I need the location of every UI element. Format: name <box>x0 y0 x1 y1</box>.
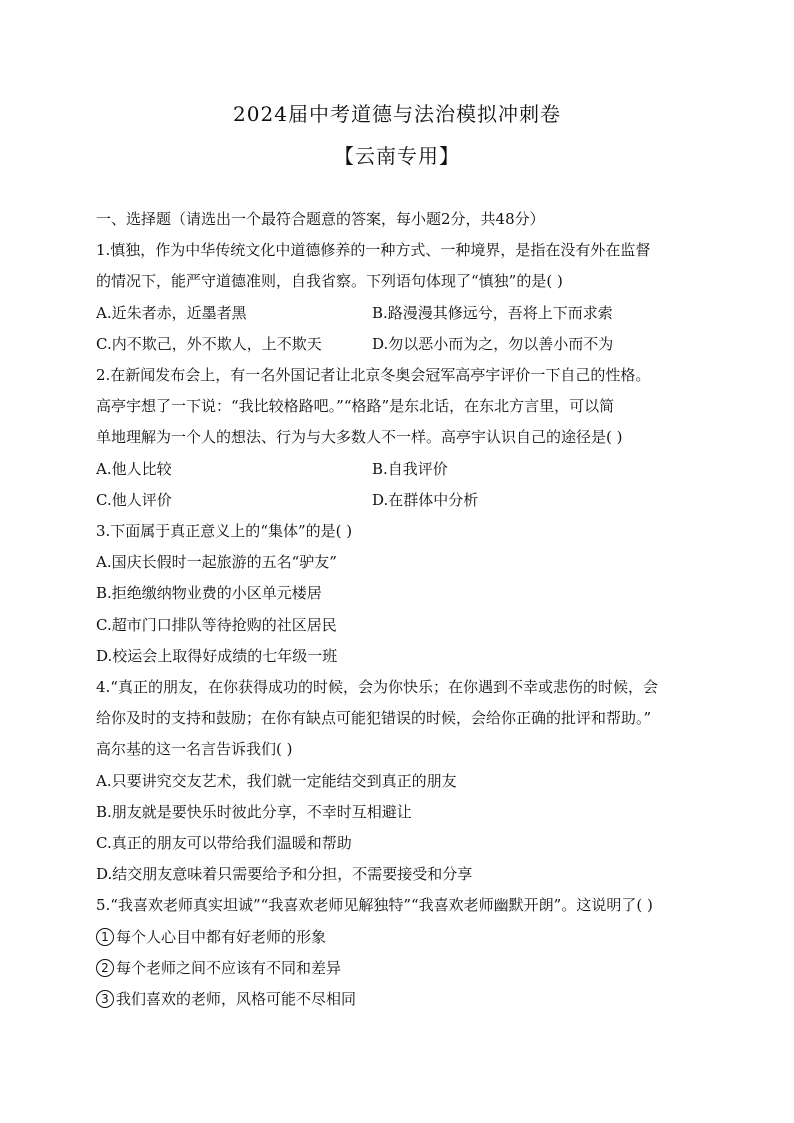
question-stem-line: 高尔基的这一名言告诉我们( ) <box>96 740 293 759</box>
circled-number-3: 3 <box>96 990 114 1008</box>
statement-3 <box>96 984 702 1015</box>
question-3 <box>96 516 702 672</box>
question-1 <box>96 235 702 360</box>
question-stem-line: 给你及时的支持和鼓励；在你有缺点可能犯错误的时候，会给你正确的批评和帮助。” <box>96 709 652 728</box>
option-row <box>96 329 702 360</box>
option-d[interactable]: D.在群体中分析 <box>372 490 479 509</box>
option-a[interactable]: A.国庆长假时一起旅游的五名“驴友” <box>96 553 337 572</box>
statement-2 <box>96 953 702 984</box>
question-stem-line: 5.“我喜欢老师真实坦诚”“我喜欢老师见解独特”“我喜欢老师幽默开朗”。这说明了( ) <box>96 896 653 915</box>
exam-subtitle: 【云南专用】 <box>334 144 460 168</box>
question-stem-line: 高亭宇想了一下说：“我比较格路吧。”“格路”是东北话，在东北方言里，可以简 <box>96 397 615 416</box>
option-b[interactable]: B.拒绝缴纳物业费的小区单元楼居 <box>96 584 322 603</box>
question-stem-line: 单地理解为一个人的想法、行为与大多数人不一样。高亭宇认识自己的途径是( ) <box>96 428 623 447</box>
circled-number-2: 2 <box>96 959 114 977</box>
question-stem-line: 1.慎独，作为中华传统文化中道德修养的一种方式、一种境界，是指在没有外在监督 <box>96 241 651 260</box>
statement-1 <box>96 922 702 953</box>
statement-text: 每个人心目中都有好老师的形象 <box>116 927 327 946</box>
question-4 <box>96 672 702 890</box>
option-a[interactable]: A.只要讲究交友艺术，我们就一定能结交到真正的朋友 <box>96 771 457 790</box>
option-row <box>96 298 702 329</box>
option-row <box>96 454 702 485</box>
question-2 <box>96 360 702 516</box>
option-c[interactable]: C.真正的朋友可以带给我们温暖和帮助 <box>96 834 352 853</box>
question-stem-line: 4.“真正的朋友，在你获得成功的时候，会为你快乐；在你遇到不幸或悲伤的时候，会 <box>96 678 658 697</box>
option-c[interactable]: C.内不欺己，外不欺人，上不欺天 <box>96 334 322 353</box>
option-a[interactable]: A.近朱者赤，近墨者黑 <box>96 303 247 322</box>
question-5 <box>96 890 702 1015</box>
option-c[interactable]: C.超市门口排队等待抢购的社区居民 <box>96 615 337 634</box>
question-stem-line: 2.在新闻发布会上，有一名外国记者让北京冬奥会冠军高亭宇评价一下自己的性格。 <box>96 366 651 385</box>
option-c[interactable]: C.他人评价 <box>96 490 172 509</box>
option-a[interactable]: A.他人比较 <box>96 459 172 478</box>
statement-text: 每个老师之间不应该有不同和差异 <box>116 958 342 977</box>
option-b[interactable]: B.朋友就是要快乐时彼此分享，不幸时互相避让 <box>96 802 412 821</box>
option-b[interactable]: B.路漫漫其修远兮，吾将上下而求索 <box>372 303 613 322</box>
question-stem-line: 的情况下，能严守道德准则，自我省察。下列语句体现了“慎独”的是( ) <box>96 272 563 291</box>
option-d[interactable]: D.校运会上取得好成绩的七年级一班 <box>96 646 338 665</box>
exam-content <box>96 204 702 1015</box>
option-d[interactable]: D.结交朋友意味着只需要给予和分担，不需要接受和分享 <box>96 865 473 884</box>
section-heading: 一、选择题（请选出一个最符合题意的答案，每小题2分，共48分） <box>96 210 545 228</box>
option-b[interactable]: B.自我评价 <box>372 459 448 478</box>
question-stem-line: 3.下面属于真正意义上的“集体”的是( ) <box>96 522 353 541</box>
circled-number-1: 1 <box>96 928 114 946</box>
option-row <box>96 485 702 516</box>
option-d[interactable]: D.勿以恶小而为之，勿以善小而不为 <box>372 334 614 353</box>
statement-text: 我们喜欢的老师，风格可能不尽相同 <box>116 990 357 1009</box>
exam-title: 2024届中考道德与法治模拟冲刺卷 <box>233 102 561 126</box>
